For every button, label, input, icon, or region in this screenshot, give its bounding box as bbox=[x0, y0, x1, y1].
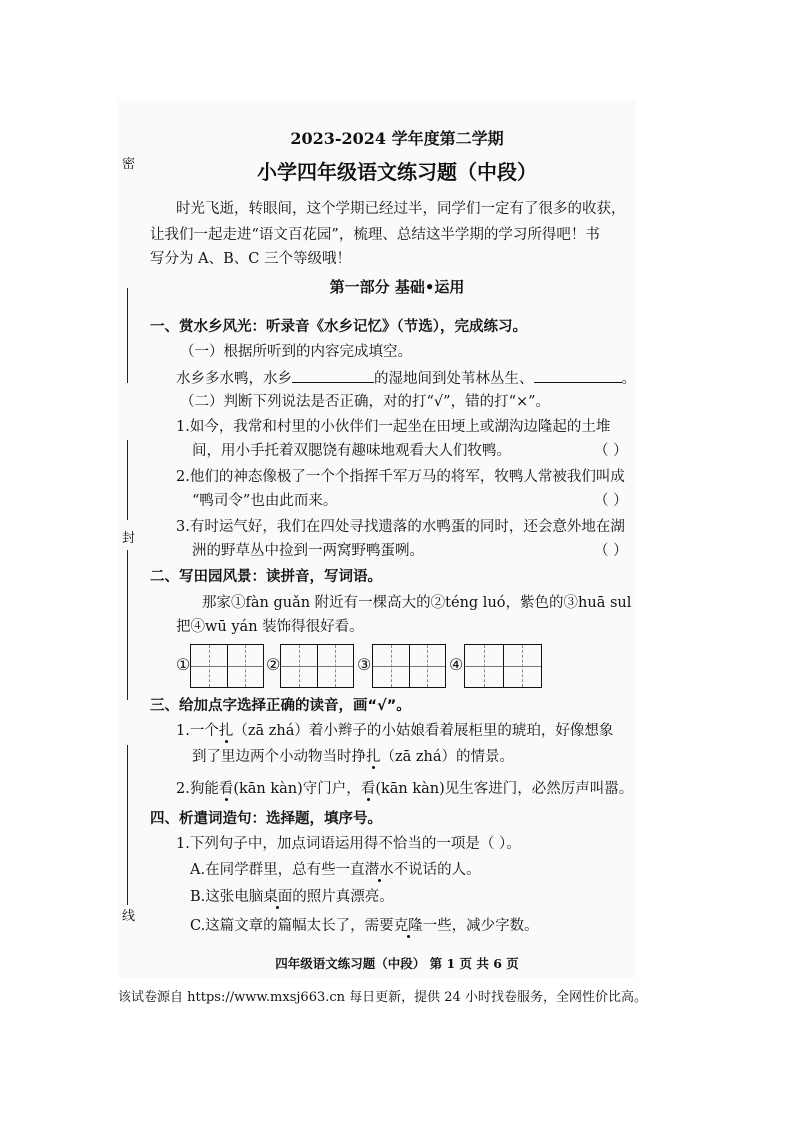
margin-xian-char: 线 bbox=[122, 909, 136, 924]
q1-sub2: （二）判断下列说法是否正确，对的打“√”，错的打“×”。 bbox=[180, 394, 551, 410]
q1-item2-line1: 2.他们的神态像极了一个个指挥千军万马的将军，牧鸭人常被我们叫成 bbox=[176, 469, 625, 485]
answer-paren-1[interactable]: （ ） bbox=[594, 443, 628, 459]
fill-text: 。 bbox=[621, 371, 636, 387]
fill-blank-1[interactable] bbox=[292, 368, 374, 383]
binding-line bbox=[127, 745, 128, 905]
dotted-char: 看 bbox=[360, 781, 376, 797]
exam-title: 小学四年级语文练习题（中段） bbox=[257, 160, 537, 184]
q1-item3-line2: 洲的野草丛中捡到一两窝野鸭蛋咧。 bbox=[192, 543, 424, 559]
intro-line: 让我们一起走进“语文百花园”，梳理、总结这半学期的学习所得吧！书 bbox=[150, 227, 600, 243]
text-run: (kān kàn)见生客进门，必然厉声叫嚣。 bbox=[375, 781, 634, 797]
q1-item1-line2: 间，用小手托着双腮饶有趣味地观看大人们牧鸭。 bbox=[192, 443, 511, 459]
q1-fill-line bbox=[176, 368, 636, 388]
text-run: B.这张电脑 bbox=[190, 889, 264, 905]
answer-paren-3[interactable]: （ ） bbox=[594, 543, 628, 559]
q3-title: 三、给加点字选择正确的读音，画“√”。 bbox=[150, 698, 411, 714]
dotted-word: 克隆 bbox=[393, 918, 423, 934]
word-grid-3[interactable] bbox=[372, 644, 446, 688]
text-run: 不说话的人。 bbox=[393, 862, 481, 878]
q4-option-a[interactable] bbox=[190, 861, 481, 879]
q1-title: 一、赏水乡风光：听录音《水乡记忆》（节选），完成练习。 bbox=[150, 319, 527, 335]
q4-option-c[interactable] bbox=[190, 917, 539, 935]
dotted-word: 潜水 bbox=[364, 862, 394, 878]
text-run: （zā zhá）着小辫子的小姑娘看着展柜里的琥珀，好像想象 bbox=[233, 723, 614, 739]
binding-line bbox=[127, 440, 128, 520]
word-grid-2[interactable] bbox=[280, 644, 354, 688]
page-footer: 四年级语文练习题（中段） 第 1 页 共 6 页 bbox=[275, 956, 519, 971]
intro-line: 写分为 A、B、C 三个等级哦！ bbox=[150, 251, 351, 267]
q1-item2-line2: “鸭司令”也由此而来。 bbox=[192, 493, 338, 509]
fill-text: 水乡多水鸭，水乡 bbox=[176, 371, 292, 387]
q3-item1-line2 bbox=[192, 748, 514, 766]
grid-label-2: ② bbox=[266, 655, 281, 674]
text-run: （zā zhá）的情景。 bbox=[380, 749, 515, 765]
text-run: 一些，减少字数。 bbox=[422, 918, 539, 934]
grid-label-1: ① bbox=[176, 655, 191, 674]
margin-mi-char: 密 bbox=[122, 157, 136, 172]
dotted-word: 桌面 bbox=[263, 889, 293, 905]
binding-line bbox=[127, 288, 128, 383]
q1-item1-line1: 1.如今，我常和村里的小伙伴们一起坐在田埂上或湖沟边隆起的土堆 bbox=[176, 419, 611, 435]
text-run: 到了里边两个小动物当时挣 bbox=[192, 749, 366, 765]
dotted-char: 看 bbox=[218, 781, 234, 797]
q1-item3-line1: 3.有时运气好，我们在四处寻找遗落的水鸭蛋的同时，还会意外地在湖 bbox=[176, 519, 625, 535]
word-grid-1[interactable] bbox=[190, 644, 264, 688]
text-run: 的照片真漂亮。 bbox=[292, 889, 394, 905]
q4-option-b[interactable] bbox=[190, 888, 394, 906]
source-note: 该试卷源自 https://www.mxsj663.cn 每日更新，提供 24 小时找卷服务，全网性价比高。 bbox=[118, 990, 647, 1005]
exam-year-term: 2023-2024 学年度第二学期 bbox=[290, 129, 504, 148]
binding-line bbox=[127, 550, 128, 700]
part1-title: 第一部分 基础•运用 bbox=[329, 278, 465, 296]
word-grid-4[interactable] bbox=[464, 644, 542, 688]
fill-text: 的湿地间到处苇林丛生、 bbox=[374, 371, 534, 387]
q4-title: 四、析遣词造句：选择题，填序号。 bbox=[150, 811, 382, 827]
text-run: (kān kàn)守门户， bbox=[233, 781, 361, 797]
text-run: A.在同学群里，总有些一直 bbox=[190, 862, 365, 878]
dotted-char: 扎 bbox=[366, 749, 381, 765]
intro-line: 时光飞逝，转眼间，这个学期已经过半，同学们一定有了很多的收获， bbox=[176, 201, 626, 217]
q4-item1: 1.下列句子中，加点词语运用得不恰当的一项是（ ）。 bbox=[176, 836, 521, 852]
fill-blank-2[interactable] bbox=[534, 368, 622, 383]
margin-feng-char: 封 bbox=[122, 531, 136, 546]
dotted-char: 扎 bbox=[218, 723, 234, 739]
text-run: C.这篇文章的篇幅太长了，需要 bbox=[190, 918, 394, 934]
q3-item1-line1 bbox=[176, 722, 613, 740]
text-run: 1.一个 bbox=[176, 723, 219, 739]
q2-pinyin-line2: 把④wū yán 装饰得很好看。 bbox=[176, 619, 364, 635]
text-run: 2.狗能 bbox=[176, 781, 219, 797]
grid-label-3: ③ bbox=[357, 655, 372, 674]
q2-title: 二、写田园风景：读拼音，写词语。 bbox=[150, 569, 382, 585]
q3-item2 bbox=[176, 780, 633, 798]
q2-pinyin-line1: 那家①fàn guǎn 附近有一棵高大的②téng luó，紫色的③huā sul bbox=[202, 595, 632, 611]
q1-sub1: （一）根据所听到的内容完成填空。 bbox=[180, 344, 412, 360]
grid-label-4: ④ bbox=[449, 655, 464, 674]
answer-paren-2[interactable]: （ ） bbox=[594, 493, 628, 509]
